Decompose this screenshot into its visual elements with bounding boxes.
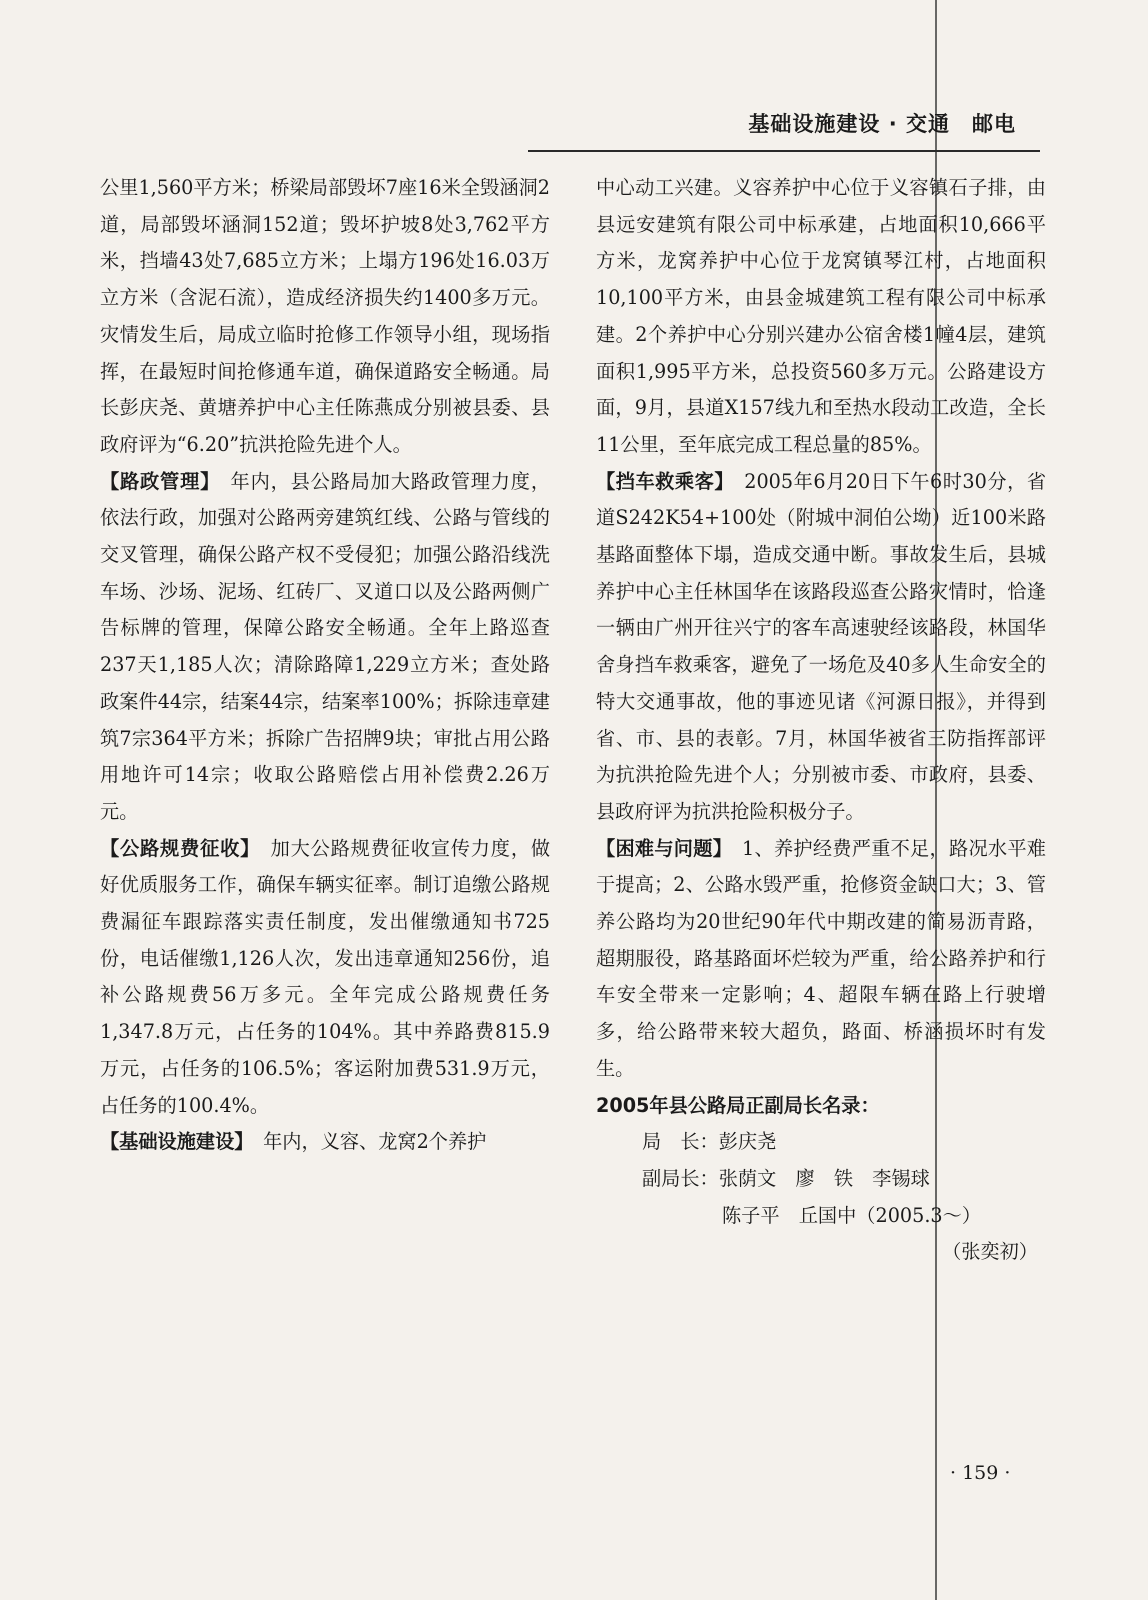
right-column: [596, 170, 1046, 1271]
paragraph-road-administration: [100, 464, 550, 831]
paragraph-toll-collection: [100, 831, 550, 1125]
section-text: 加大公路规费征收宣传力度，做好优质服务工作，确保车辆实征率。制订追缴公路规费漏征车跟踪落实责任制度，发出催缴通知书725份，电话催缴1,126人次，发出违章通知256份，追补公路规费56万多元。全年完成公路规费任务1,347.8万元，占任务的104%。其中养路费815.9万元，占任务的106.5%；客运附加费531.9万元，占任务的100.4%。: [100, 836, 551, 1117]
section-text: 1、养护经费严重不足，路况水平难于提高；2、公路水毁严重，抢修资金缺口大；3、管养公路均为20世纪90年代中期改建的简易沥青路，超期服役，路基路面坏烂较为严重，给公路养护和行车安全带来一定影响；4、超限车辆在路上行驶增多，给公路带来较大超负，路面、桥涵损坏时有发生。: [596, 836, 1046, 1080]
section-title: 【公路规费征收】: [100, 836, 251, 860]
section-text: 2005年6月20日下午6时30分，省道S242K54+100处（附城中洞伯公坳）近100米路基路面整体下塌，造成交通中断。事故发生后，县城养护中心主任林国华在该路段巡查公路灾情时，恰逢一辆由广州开往兴宁的客车高速驶经该路段，林国华舍身挡车救乘客，避免了一场危及40多人生命安全的特大交通事故，他的事迹见诸《河源日报》，并得到省、市、县的表彰。7月，林国华被省三防指挥部评为抗洪抢险先进个人；分别被市委、市政府，县委、县政府评为抗洪抢险积极分子。: [596, 469, 1047, 823]
paragraph-flood-damage: 公里1,560平方米；桥梁局部毁坏7座16米全毁涵洞2道，局部毁坏涵洞152道；毁坏护坡8处3,762平方米，挡墙43处7,685立方米；上塌方196处16.03万立方米（含泥石流），造成经济损失约1400多万元。灾情发生后，局成立临时抢修工作领导小组，现场指挥，在最短时间抢修通车道，确保道路安全畅通。局长彭庆尧、黄塘养护中心主任陈燕成分别被县委、县政府评为“6.20”抗洪抢险先进个人。: [100, 176, 550, 456]
paragraph-infrastructure: [100, 1124, 550, 1161]
section-title: 【困难与问题】: [596, 836, 723, 860]
header-title: 基础设施建设 · 交通 邮电: [748, 112, 1016, 136]
section-title: 【路政管理】: [100, 469, 211, 493]
directors-list-title: 2005年县公路局正副局长名录：: [596, 1093, 880, 1117]
section-text: 年内，义容、龙窝2个养护: [263, 1130, 487, 1154]
section-title: 【基础设施建设】: [100, 1130, 244, 1154]
paragraph-problems: [596, 831, 1046, 1088]
author-credit: （张奕初）: [942, 1240, 1038, 1264]
director-line: 局 长：彭庆尧: [642, 1130, 777, 1154]
deputy-line-continued: 陈子平 丘国中（2005.3～）: [722, 1203, 982, 1227]
left-column: [100, 170, 550, 1161]
paragraph-infrastructure-cont: 中心动工兴建。义容养护中心位于义容镇石子排，由县远安建筑有限公司中标承建，占地面积10,666平方米，龙窝养护中心位于龙窝镇琴江村，占地面积10,100平方米，由县金城建筑工程有限公司中标承建。2个养护中心分别兴建办公宿舍楼1幢4层，建筑面积1,995平方米，总投资560多万元。公路建设方面，9月，县道X157线九和至热水段动工改造，全长11公里，至年底完成工程总量的85%。: [596, 176, 1046, 456]
page-number: · 159 ·: [950, 1462, 1011, 1484]
section-title: 【挡车救乘客】: [596, 469, 725, 493]
paragraph-rescue: [596, 464, 1046, 831]
running-header: [528, 104, 1040, 152]
section-text: 年内，县公路局加大路政管理力度，依法行政，加强对公路两旁建筑红线、公路与管线的交叉管理，确保公路产权不受侵犯；加强公路沿线洗车场、沙场、泥场、红砖厂、叉道口以及公路两侧广告标牌的管理，保障公路安全畅通。全年上路巡查237天1,185人次；清除路障1,229立方米；查处路政案件44宗，结案44宗，结案率100%；拆除违章建筑7宗364平方米；拆除广告招牌9块；审批占用公路用地许可14宗；收取公路赔偿占用补偿费2.26万元。: [100, 469, 551, 823]
deputy-line: 副局长：张荫文 廖 铁 李锡球: [642, 1166, 930, 1190]
